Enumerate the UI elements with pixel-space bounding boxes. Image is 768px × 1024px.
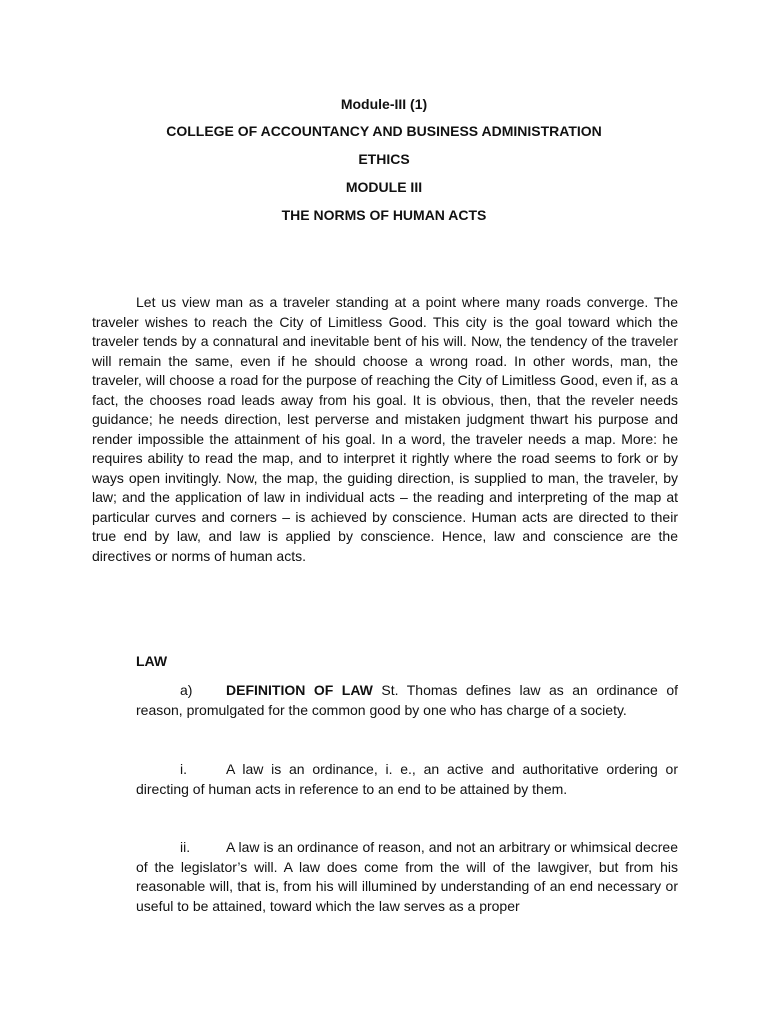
law-section-heading: LAW (136, 653, 168, 669)
module-title: MODULE III (345, 179, 423, 195)
point-1-marker: i. (180, 761, 187, 777)
point-2-text: A law is an ordinance of reason, and not an arbitrary or whimsical decree of the legislator’s will. A law does come from the will of the lawgiver, but from his reasonable will, that is, from his will illumined by understanding of an end necessary or useful to be attained, toward which the law serves as a proper (136, 839, 678, 914)
point-1-text: A law is an ordinance, i. e., an active and authoritative ordering or directing of human acts in reference to an end to be attained by them. (136, 761, 678, 797)
point-2-marker: ii. (180, 839, 191, 855)
definition-text: St. Thomas defines law as an ordinance of reason, promulgated for the common good by one who has charge of a society. (136, 682, 679, 718)
definition-marker: a) (180, 682, 193, 698)
intro-paragraph: Let us view man as a traveler standing at a point where many roads converge. The traveler wishes to reach the City of Limitless Good. This city is the goal toward which the traveler tends by a connatural and inevitable bent of his will. Now, the tendency of the traveler will remain the same, even if he should choose a wrong road. In other words, man, the traveler, will choose a road for the purpose of reaching the City of Limitless Good, even if, as a fact, the chooses road leads away from his goal. It is obvious, then, that the reveler needs guidance; he needs direction, lest perverse and mistaken judgment thwart his purpose and render impossible the attainment of his goal. In a word, the traveler needs a map. More: he requires ability to read the map, and to interpret it rightly where the road seems to fork or by ways open invitingly. Now, the map, the guiding direction, is supplied to man, the traveler, by law; and the application of law in individual acts – the reading and interpreting of the map at particular curves and corners – is achieved by conscience. Human acts are directed to their true end by law, and law is applied by conscience. Hence, law and conscience are the directives or norms of human acts. (92, 294, 678, 564)
definition-term: DEFINITION OF LAW (226, 682, 373, 698)
subject-title: ETHICS (358, 151, 410, 167)
document-title: THE NORMS OF HUMAN ACTS (281, 207, 487, 223)
law-point-2 (136, 838, 678, 916)
module-code: Module-III (1) (340, 96, 428, 112)
definition-paragraph (136, 681, 678, 720)
college-name: COLLEGE OF ACCOUNTANCY AND BUSINESS ADMINISTRATION (166, 123, 602, 139)
law-point-1 (136, 760, 678, 799)
